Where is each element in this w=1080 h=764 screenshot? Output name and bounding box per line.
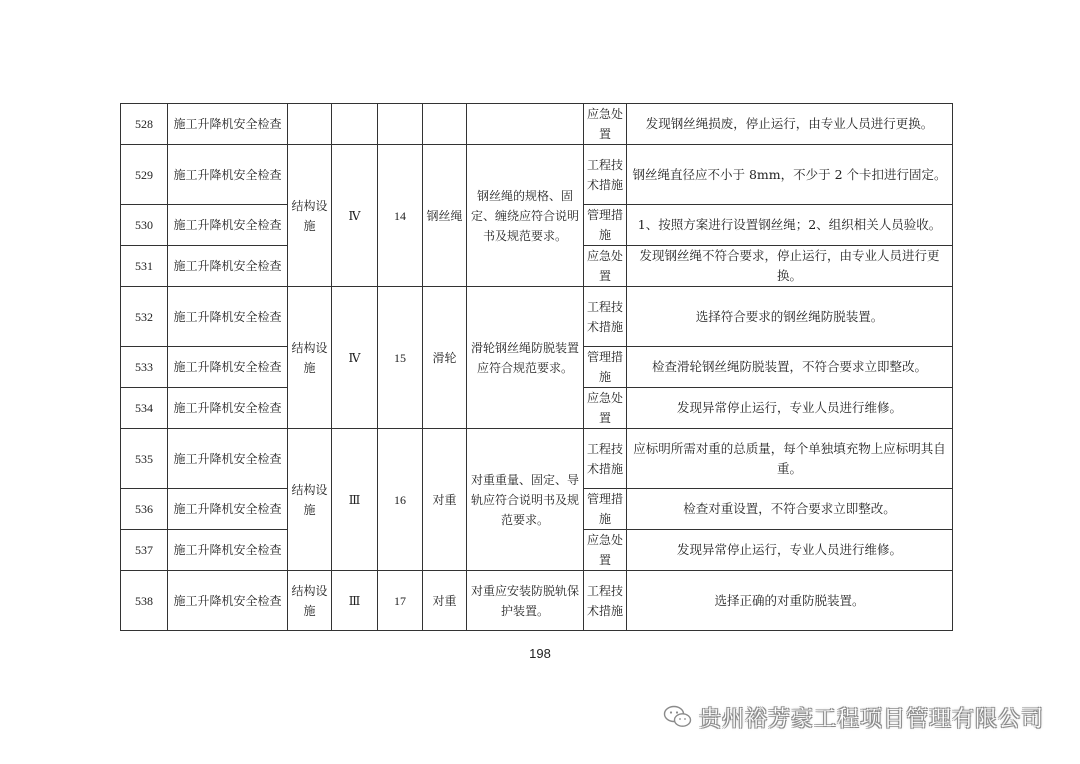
- requirement-cell: 钢丝绳的规格、固定、缠绕应符合说明书及规范要求。: [467, 145, 584, 287]
- measure-content: 发现钢丝绳不符合要求，停止运行，由专业人员进行更换。: [627, 246, 953, 287]
- page-number: 198: [529, 646, 551, 661]
- table-row: [121, 287, 953, 347]
- empty-cell: [467, 104, 584, 145]
- part-cell: 对重: [423, 429, 467, 571]
- risk-level-cell: Ⅳ: [332, 287, 378, 429]
- row-number: 531: [121, 246, 168, 287]
- empty-cell: [423, 104, 467, 145]
- measure-content: 钢丝绳直径应不小于 8mm，不少于 2 个卡扣进行固定。: [627, 145, 953, 205]
- category-cell: 结构设施: [288, 571, 332, 631]
- measure-content: 发现钢丝绳损废，停止运行，由专业人员进行更换。: [627, 104, 953, 145]
- measure-type: 应急处置: [584, 530, 627, 571]
- watermark: [663, 700, 1044, 734]
- requirement-cell: 对重重量、固定、导轨应符合说明书及规范要求。: [467, 429, 584, 571]
- category-cell: 结构设施: [288, 145, 332, 287]
- measure-content: 应标明所需对重的总质量，每个单独填充物上应标明其自重。: [627, 429, 953, 489]
- table-row: [121, 571, 953, 631]
- measure-type: 工程技术措施: [584, 287, 627, 347]
- measure-content: 发现异常停止运行，专业人员进行维修。: [627, 530, 953, 571]
- check-item: 施工升降机安全检查: [168, 571, 288, 631]
- measure-type: 应急处置: [584, 388, 627, 429]
- row-number: 533: [121, 347, 168, 388]
- check-item: 施工升降机安全检查: [168, 205, 288, 246]
- check-item: 施工升降机安全检查: [168, 388, 288, 429]
- row-number: 530: [121, 205, 168, 246]
- empty-cell: [332, 104, 378, 145]
- measure-content: 选择正确的对重防脱装置。: [627, 571, 953, 631]
- table-row: [121, 145, 953, 205]
- requirement-cell: 对重应安装防脱轨保护装置。: [467, 571, 584, 631]
- risk-level-cell: Ⅲ: [332, 429, 378, 571]
- row-number: 529: [121, 145, 168, 205]
- check-item: 施工升降机安全检查: [168, 145, 288, 205]
- measure-content: 检查对重设置，不符合要求立即整改。: [627, 489, 953, 530]
- part-cell: 对重: [423, 571, 467, 631]
- row-number: 534: [121, 388, 168, 429]
- check-item: 施工升降机安全检查: [168, 489, 288, 530]
- measure-type: 管理措施: [584, 347, 627, 388]
- row-number: 538: [121, 571, 168, 631]
- table-row: [121, 104, 953, 145]
- measure-content: 1、按照方案进行设置钢丝绳；2、组织相关人员验收。: [627, 205, 953, 246]
- row-number: 532: [121, 287, 168, 347]
- empty-cell: [378, 104, 423, 145]
- category-cell: 结构设施: [288, 287, 332, 429]
- measure-type: 工程技术措施: [584, 429, 627, 489]
- wechat-icon: [663, 704, 693, 730]
- check-item: 施工升降机安全检查: [168, 429, 288, 489]
- check-item: 施工升降机安全检查: [168, 287, 288, 347]
- measure-type: 管理措施: [584, 489, 627, 530]
- part-cell: 滑轮: [423, 287, 467, 429]
- measure-type: 应急处置: [584, 246, 627, 287]
- category-cell: 结构设施: [288, 429, 332, 571]
- sequence-cell: 17: [378, 571, 423, 631]
- sequence-cell: 16: [378, 429, 423, 571]
- part-cell: 钢丝绳: [423, 145, 467, 287]
- measure-type: 工程技术措施: [584, 571, 627, 631]
- check-item: 施工升降机安全检查: [168, 246, 288, 287]
- row-number: 537: [121, 530, 168, 571]
- check-item: 施工升降机安全检查: [168, 104, 288, 145]
- risk-level-cell: Ⅳ: [332, 145, 378, 287]
- measure-type: 应急处置: [584, 104, 627, 145]
- check-item: 施工升降机安全检查: [168, 530, 288, 571]
- measure-content: 发现异常停止运行，专业人员进行维修。: [627, 388, 953, 429]
- table-row: [121, 429, 953, 489]
- requirement-cell: 滑轮钢丝绳防脱装置应符合规范要求。: [467, 287, 584, 429]
- empty-cell: [288, 104, 332, 145]
- measure-content: 检查滑轮钢丝绳防脱装置，不符合要求立即整改。: [627, 347, 953, 388]
- risk-control-table: [120, 103, 953, 631]
- measure-content: 选择符合要求的钢丝绳防脱装置。: [627, 287, 953, 347]
- row-number: 528: [121, 104, 168, 145]
- check-item: 施工升降机安全检查: [168, 347, 288, 388]
- row-number: 536: [121, 489, 168, 530]
- measure-type: 管理措施: [584, 205, 627, 246]
- risk-level-cell: Ⅲ: [332, 571, 378, 631]
- row-number: 535: [121, 429, 168, 489]
- sequence-cell: 14: [378, 145, 423, 287]
- watermark-text: 贵州裕芳豪工程项目管理有限公司: [698, 706, 1044, 732]
- measure-type: 工程技术措施: [584, 145, 627, 205]
- sequence-cell: 15: [378, 287, 423, 429]
